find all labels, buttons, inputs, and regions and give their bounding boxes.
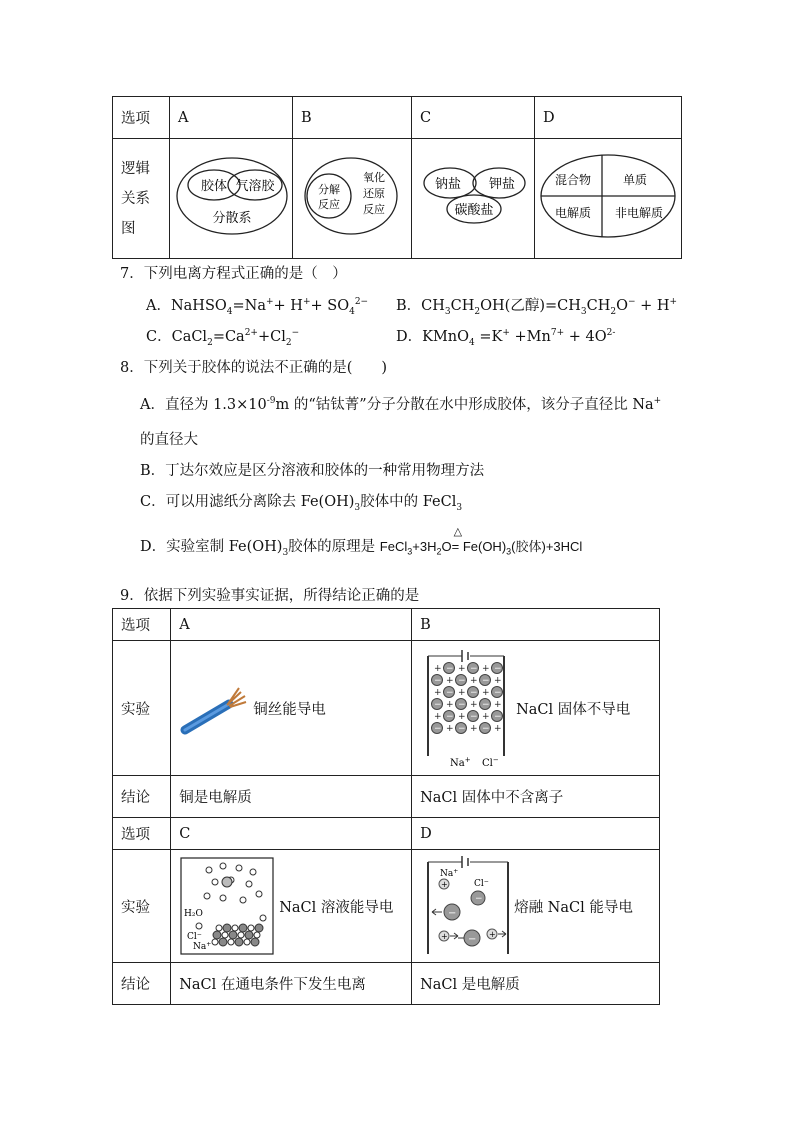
diagram-b-outer-l1: 氧化 (363, 171, 385, 184)
svg-text:−: − (468, 933, 477, 945)
row-label-line: 关系 (121, 190, 150, 207)
q9-exp-c-cell (171, 850, 412, 963)
q9-col-b: B (412, 609, 660, 641)
diagram-d-q2: 单质 (622, 173, 648, 187)
hydrated-ion (222, 877, 232, 887)
crystal-ion (219, 938, 227, 946)
na-ion-sign: + (434, 663, 442, 674)
crystal-ion (213, 931, 221, 939)
crystal-ion (216, 925, 222, 931)
crystal-ion (255, 924, 263, 932)
crystal-ion (222, 932, 228, 938)
water-molecule (196, 923, 202, 929)
cl-ion-sign: − (482, 699, 490, 710)
na-ion-sign: + (482, 711, 490, 722)
cl-label-d: Cl− (474, 877, 489, 889)
crystal-ion (251, 938, 259, 946)
na-ion-sign: + (446, 723, 454, 734)
q9-col-a: A (171, 609, 412, 641)
diagram-b (293, 139, 411, 254)
diagram-a-inner1: 胶体 (200, 179, 228, 194)
q9-exp-c-text: NaCl 溶液能导电 (279, 899, 394, 916)
crystal-ion (254, 932, 260, 938)
nacl-solution-diagram (179, 856, 275, 956)
water-molecule (250, 869, 256, 875)
h2o-label: H₂O (184, 909, 204, 919)
q8-option-c: C．可以用滤纸分离除去 $Fe(OH)_3$胶体中的 FeCl$_3$ (140, 494, 463, 513)
q9-exp-label-2: 实验 (113, 850, 171, 963)
na-ion-sign: + (434, 711, 442, 722)
diagram-c-c1: 钠盐 (434, 177, 462, 192)
crystal-ion (239, 924, 247, 932)
ion-lattice (432, 662, 503, 734)
cl-ion-sign: − (458, 723, 466, 734)
q9-con-a: 铜是电解质 (171, 776, 412, 818)
q9-con-label-1: 结论 (113, 776, 171, 818)
diagram-b-outer-l3: 反应 (363, 203, 385, 216)
na-ion-sign: + (446, 675, 454, 686)
crystal-ion (238, 932, 244, 938)
water-molecule (246, 881, 252, 887)
q9-con-b: NaCl 固体中不含离子 (412, 776, 660, 818)
table1-header-label: 选项 (113, 97, 170, 139)
diagram-c-cell (412, 139, 535, 259)
crystal-ion (248, 925, 254, 931)
q9-exp-d-text: 熔融 NaCl 能导电 (514, 899, 633, 916)
water-molecule (206, 867, 212, 873)
cl-ion-sign: − (470, 687, 478, 698)
q7-option-a: A．NaHSO$_4$=Na++ $H^++ SO_4^{2-}$ (146, 297, 369, 317)
svg-text:−: − (448, 907, 457, 919)
cl-ion-sign: − (470, 711, 478, 722)
table1-col-d: D (535, 97, 682, 139)
nacl-crystal (212, 924, 263, 946)
q7-option-c: C．$CaCl_2=Ca^{2+}+Cl_2^-$ (146, 328, 300, 348)
na-ion-sign: + (470, 699, 478, 710)
q9-col-c: C (171, 818, 412, 850)
q7-c-text: C．CaCl (146, 329, 208, 345)
crystal-ion (232, 925, 238, 931)
na-ion-sign: + (470, 723, 478, 734)
cl-ion-label: Cl− (482, 755, 499, 769)
experiment-table (112, 608, 660, 1005)
cl-ion-sign: − (482, 675, 490, 686)
cl-ion-sign: − (482, 723, 490, 734)
diagram-d-q3: 电解质 (554, 206, 592, 220)
water-molecule (212, 879, 218, 885)
q9-exp-a-text: 铜丝能导电 (253, 701, 326, 718)
crystal-ion (244, 939, 250, 945)
cl-ion-sign: − (458, 675, 466, 686)
na-label-d: Na+ (440, 867, 459, 879)
diagram-d (535, 139, 681, 254)
cl-ion-sign: − (446, 663, 454, 674)
crystal-ion (229, 931, 237, 939)
na-ion-sign: + (446, 699, 454, 710)
na-ion-sign: + (458, 663, 466, 674)
logic-table (112, 96, 682, 259)
cl-ion-sign: − (446, 711, 454, 722)
q8-option-d: D．实验室制 $Fe(OH)_3$胶体的原理是 $FeCl_3+3H_2O$ △ = $Fe(OH)_3$(胶体)+3HCl (140, 526, 583, 558)
q9-exp-label-1: 实验 (113, 641, 171, 776)
na-ion-sign: + (482, 687, 490, 698)
q7-d-text: D．KMnO (396, 329, 470, 345)
diagram-a-outer: 分散系 (212, 211, 252, 226)
cl-ion-sign: − (434, 723, 442, 734)
q9-exp-d-cell (412, 850, 660, 963)
q9-exp-b-text: NaCl 固体不导电 (516, 701, 631, 718)
svg-text:+: + (489, 929, 496, 939)
na-ion-sign: + (494, 723, 502, 734)
q9-exp-a-cell (171, 641, 412, 776)
svg-text:+: + (441, 879, 448, 889)
cl-ion-sign: − (446, 687, 454, 698)
cl-ion-sign: − (458, 699, 466, 710)
na-ion-sign: + (458, 687, 466, 698)
water-molecules (196, 863, 266, 929)
crystal-ion (235, 938, 243, 946)
table1-col-c: C (412, 97, 535, 139)
crystal-ion (212, 939, 218, 945)
table1-col-b: B (293, 97, 412, 139)
na-ion-sign: + (434, 687, 442, 698)
svg-text:+: + (441, 931, 448, 941)
cl-label-c: Cl− (187, 931, 202, 942)
na-label-c: Na+ (193, 941, 212, 952)
q9-option-label-1: 选项 (113, 609, 171, 641)
q8-option-a-line1: A．直径为 $1.3\times 10^{-9}m$ 的“钴钛菁”分子分散在水中形成胶体，该分子直径比 Na+ (140, 396, 662, 413)
na-ion-sign: + (458, 711, 466, 722)
q8-d-text: D．实验室制 Fe(OH) (140, 539, 283, 555)
water-molecule (240, 897, 246, 903)
water-molecule (220, 895, 226, 901)
diagram-b-outer-l2: 还原 (363, 187, 385, 200)
water-molecule (260, 915, 266, 921)
q9-con-c: NaCl 在通电条件下发生电离 (171, 963, 412, 1005)
q8-c-text: C．可以用滤纸分离除去 Fe(OH) (140, 494, 355, 510)
cl-ion-sign: − (494, 663, 502, 674)
table1-col-a: A (170, 97, 293, 139)
svg-text:−: − (475, 893, 483, 904)
q8-a-text: A．直径为 1.3×10 (140, 397, 267, 413)
q8-option-a-line2: 的直径大 (140, 432, 198, 448)
q7-stem: 7．下列电离方程式正确的是（ ） (120, 266, 347, 282)
q8-option-b: B．丁达尔效应是区分溶液和胶体的一种常用物理方法 (140, 463, 485, 479)
na-ion-sign: + (470, 675, 478, 686)
nacl-solid-lattice-diagram (420, 646, 512, 771)
cl-ion-sign: − (434, 675, 442, 686)
diagram-a-inner2: 气溶胶 (235, 179, 275, 194)
q9-con-d: NaCl 是电解质 (412, 963, 660, 1005)
diagram-b-cell (293, 139, 412, 259)
diagram-a (170, 139, 292, 254)
diagram-b-inner-l2: 反应 (318, 198, 340, 211)
cl-ion-sign: − (434, 699, 442, 710)
diagram-b-inner-l1: 分解 (318, 183, 340, 196)
na-ion-label: Na+ (450, 755, 471, 769)
cl-ion-sign: − (494, 687, 502, 698)
copper-wire-icon (179, 678, 249, 738)
row-label-line: 图 (121, 220, 136, 237)
crystal-ion (228, 939, 234, 945)
q9-con-label-2: 结论 (113, 963, 171, 1005)
molten-nacl-diagram (420, 854, 512, 959)
q9-stem: 9．依据下列实验事实证据，所得结论正确的是 (120, 588, 420, 604)
water-molecule (256, 891, 262, 897)
diagram-c-c3: 碳酸盐 (454, 203, 494, 218)
q9-option-label-2: 选项 (113, 818, 171, 850)
na-ion-sign: + (494, 675, 502, 686)
na-ion-sign: + (482, 663, 490, 674)
diagram-d-cell (535, 139, 682, 259)
q7-option-b: B．$CH_3CH_2OH$(乙醇)$=CH_3CH_2O^- + H^+$ (396, 297, 678, 317)
water-molecule (236, 865, 242, 871)
q7-a-text: A．NaHSO (146, 298, 227, 314)
q8-stem: 8．下列关于胶体的说法不正确的是( ) (120, 360, 388, 376)
crystal-ion (245, 931, 253, 939)
diagram-a-cell (170, 139, 293, 259)
diagram-d-q1: 混合物 (554, 173, 592, 187)
diagram-c-c2: 钾盐 (488, 177, 516, 192)
cl-ion-sign: − (470, 663, 478, 674)
cl-ion-sign: − (494, 711, 502, 722)
q7-b-text: B．CH (396, 298, 445, 314)
row-label-line: 逻辑 (121, 160, 150, 177)
q7-option-d: D．KMnO$_4$ $=K^+ +Mn^{7+} + 4O^{2-}$ (396, 328, 616, 348)
q9-col-d: D (412, 818, 660, 850)
crystal-ion (223, 924, 231, 932)
q9-exp-b-cell (412, 641, 660, 776)
na-ion-sign: + (494, 699, 502, 710)
diagram-c (412, 139, 534, 254)
water-molecule (220, 863, 226, 869)
diagram-d-q4: 非电解质 (614, 206, 664, 220)
water-molecule (204, 893, 210, 899)
table1-row-label (113, 139, 170, 259)
